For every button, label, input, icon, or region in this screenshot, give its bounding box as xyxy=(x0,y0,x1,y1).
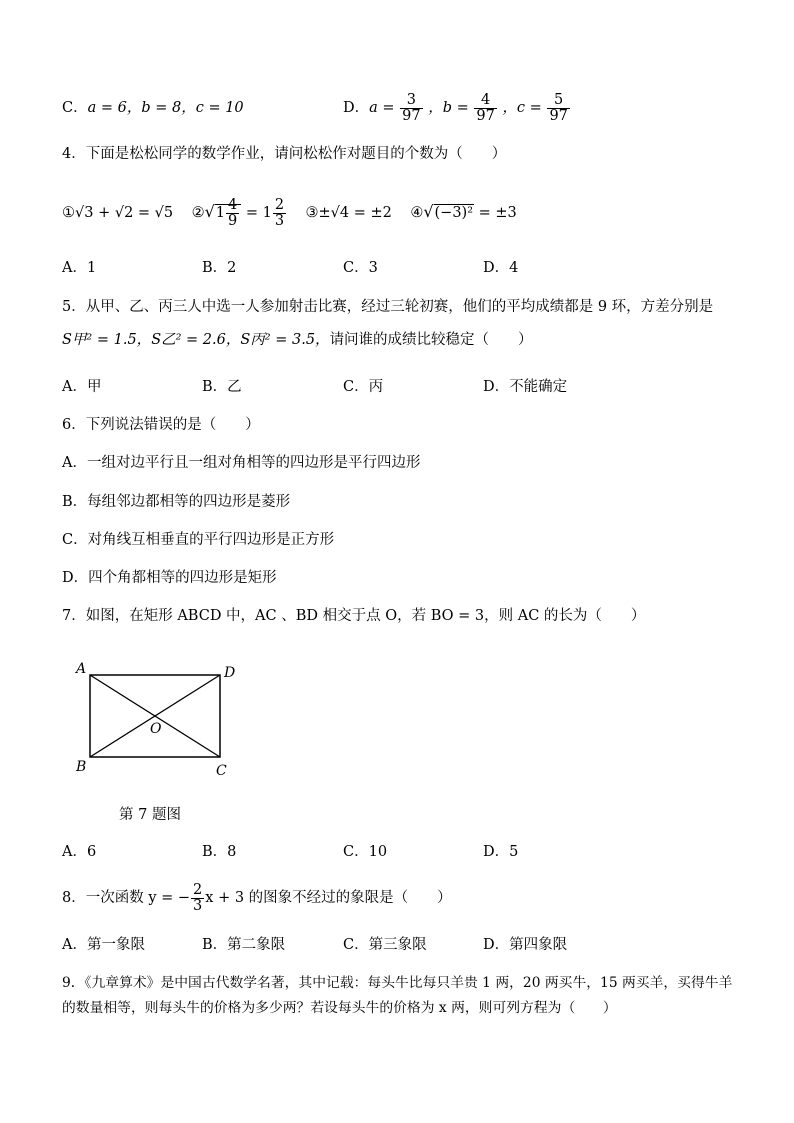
q5-stem: 5．从甲、乙、丙三人中选一人参加射击比赛，经过三轮初赛，他们的平均成绩都是 9 环，方差分别是 xyxy=(62,299,714,315)
q6-option-a: A．一组对边平行且一组对角相等的四边形是平行四边形 xyxy=(62,455,421,471)
q3-option-d: D．a = $\frac{3}{97}$ ，b = $\frac{4}{97}$ ，c = $\frac{5}{97}$ xyxy=(343,91,568,124)
q4-item-3: ③±√4 = ±2 xyxy=(305,205,392,221)
q7-figure-caption: 第 7 题图 xyxy=(119,807,181,823)
q6-stem: 6．下列说法错误的是（ ） xyxy=(62,417,260,433)
q8-option-c: C．第三象限 xyxy=(343,937,427,953)
q9-line-1: 9．《九章算术》是中国古代数学名著，其中记载：每头牛比每只羊贵 1 两，20 两买牛，15 两买羊，买得牛羊 xyxy=(62,975,733,991)
q4-item-2: ②√1 $\frac{4}{9}$ = 1 $\frac{2}{3}$ xyxy=(191,196,285,229)
q7-rectangle-figure xyxy=(70,655,250,785)
q6-option-b: B．每组邻边都相等的四边形是菱形 xyxy=(62,494,291,510)
q8-option-d: D．第四象限 xyxy=(483,937,568,953)
label-a: A xyxy=(76,661,87,677)
q7-option-c: C．10 xyxy=(343,844,388,860)
q7-stem: 7．如图，在矩形 ABCD 中，AC 、BD 相交于点 O，若 BO = 3，则 AC 的长为（ ） xyxy=(62,608,646,624)
q6-option-c: C．对角线互相垂直的平行四边形是正方形 xyxy=(62,532,335,548)
q4-items xyxy=(62,192,517,233)
q4-option-c: C．3 xyxy=(343,260,378,276)
q7-option-d: D．5 xyxy=(483,844,519,860)
q5-option-b: B．乙 xyxy=(202,379,242,395)
q4-item-4: ④√(−3)² = ±3 xyxy=(410,202,517,221)
q4-item-1: ①√3 + √2 = √5 xyxy=(62,205,174,221)
q5-option-d: D．不能确定 xyxy=(483,379,568,395)
label-b: B xyxy=(76,759,87,775)
q3-option-c: C．a = 6，b = 8，c = 10 xyxy=(62,100,244,116)
q5-variances: S甲² = 1.5，S乙² = 2.6，S丙² = 3.5，请问谁的成绩比较稳定（ ） xyxy=(62,332,533,348)
q8-option-b: B．第二象限 xyxy=(202,937,286,953)
q9-line-2: 的数量相等，则每头牛的价格为多少两？若设每头牛的价格为 x 两，则可列方程为（ ） xyxy=(62,1000,617,1016)
q4-option-b: B．2 xyxy=(202,260,237,276)
q8-option-a: A．第一象限 xyxy=(62,937,145,953)
label-c: C xyxy=(216,763,227,779)
label-o: O xyxy=(150,721,162,737)
q5-option-c: C．丙 xyxy=(343,379,384,395)
q8-stem: 8．一次函数 y = − $\frac{2}{3}$ x + 3 的图象不经过的象限是（ ） xyxy=(62,881,452,914)
q4-option-d: D．4 xyxy=(483,260,519,276)
q6-option-d: D．四个角都相等的四边形是矩形 xyxy=(62,570,277,586)
q7-option-a: A．6 xyxy=(62,844,97,860)
q5-option-a: A．甲 xyxy=(62,379,102,395)
q4-option-a: A．1 xyxy=(62,260,97,276)
q4-stem: 4．下面是松松同学的数学作业，请问松松作对题目的个数为（ ） xyxy=(62,146,507,162)
label-d: D xyxy=(224,665,236,681)
q7-option-b: B．8 xyxy=(202,844,237,860)
